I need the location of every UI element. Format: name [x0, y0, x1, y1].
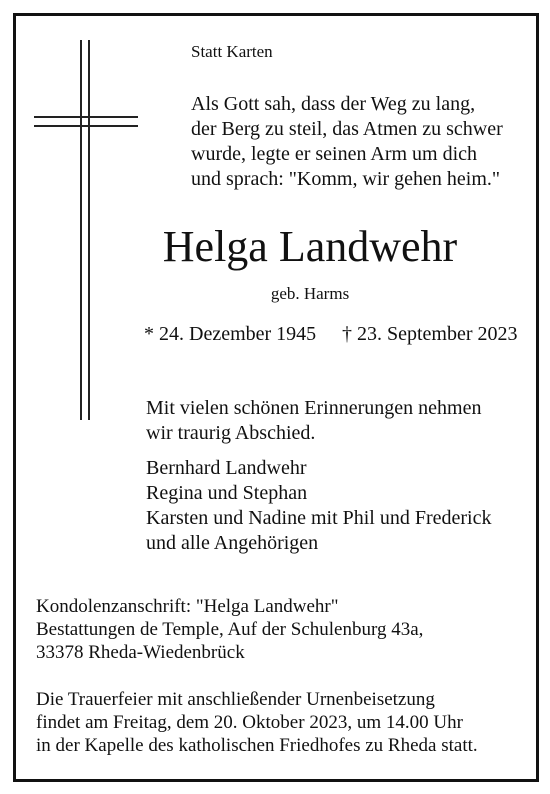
maiden-name: geb. Harms	[270, 284, 350, 303]
verse-line: und sprach: "Komm, wir gehen heim."	[191, 168, 501, 190]
service-info	[36, 688, 478, 757]
death-date: † 23. September 2023	[342, 323, 518, 345]
family-member: Regina und Stephan	[146, 482, 308, 504]
condolence-line: Bestattungen de Temple, Auf der Schulenburg 43a,	[36, 619, 424, 640]
farewell-line: Mit vielen schönen Erinnerungen nehmen	[146, 397, 482, 419]
verse-line: Als Gott sah, dass der Weg zu lang,	[191, 93, 476, 115]
verse	[191, 92, 503, 192]
family-member: und alle Angehörigen	[146, 532, 319, 554]
intro-text: Statt Karten	[191, 42, 273, 61]
family-member: Bernhard Landwehr	[146, 457, 307, 479]
family-list	[146, 456, 492, 556]
farewell-text	[146, 396, 481, 446]
deceased-name: Helga Landwehr	[162, 222, 458, 271]
cross-horizontal-bar	[34, 116, 138, 118]
service-line: Die Trauerfeier mit anschließender Urnenbeisetzung	[36, 689, 435, 710]
condolence-line: 33378 Rheda-Wiedenbrück	[36, 642, 245, 663]
farewell-line: wir traurig Abschied.	[146, 422, 316, 444]
service-line: in der Kapelle des katholischen Friedhofes zu Rheda statt.	[36, 735, 478, 756]
verse-line: wurde, legte er seinen Arm um dich	[191, 143, 478, 165]
family-member: Karsten und Nadine mit Phil und Frederick	[146, 507, 492, 529]
condolence-address	[36, 595, 423, 664]
birth-date: * 24. Dezember 1945	[144, 323, 317, 345]
condolence-line: Kondolenzanschrift: "Helga Landwehr"	[36, 596, 339, 617]
cross-horizontal-bar	[34, 125, 138, 127]
service-line: findet am Freitag, dem 20. Oktober 2023, um 14.00 Uhr	[36, 712, 463, 733]
verse-line: der Berg zu steil, das Atmen zu schwer	[191, 118, 503, 140]
